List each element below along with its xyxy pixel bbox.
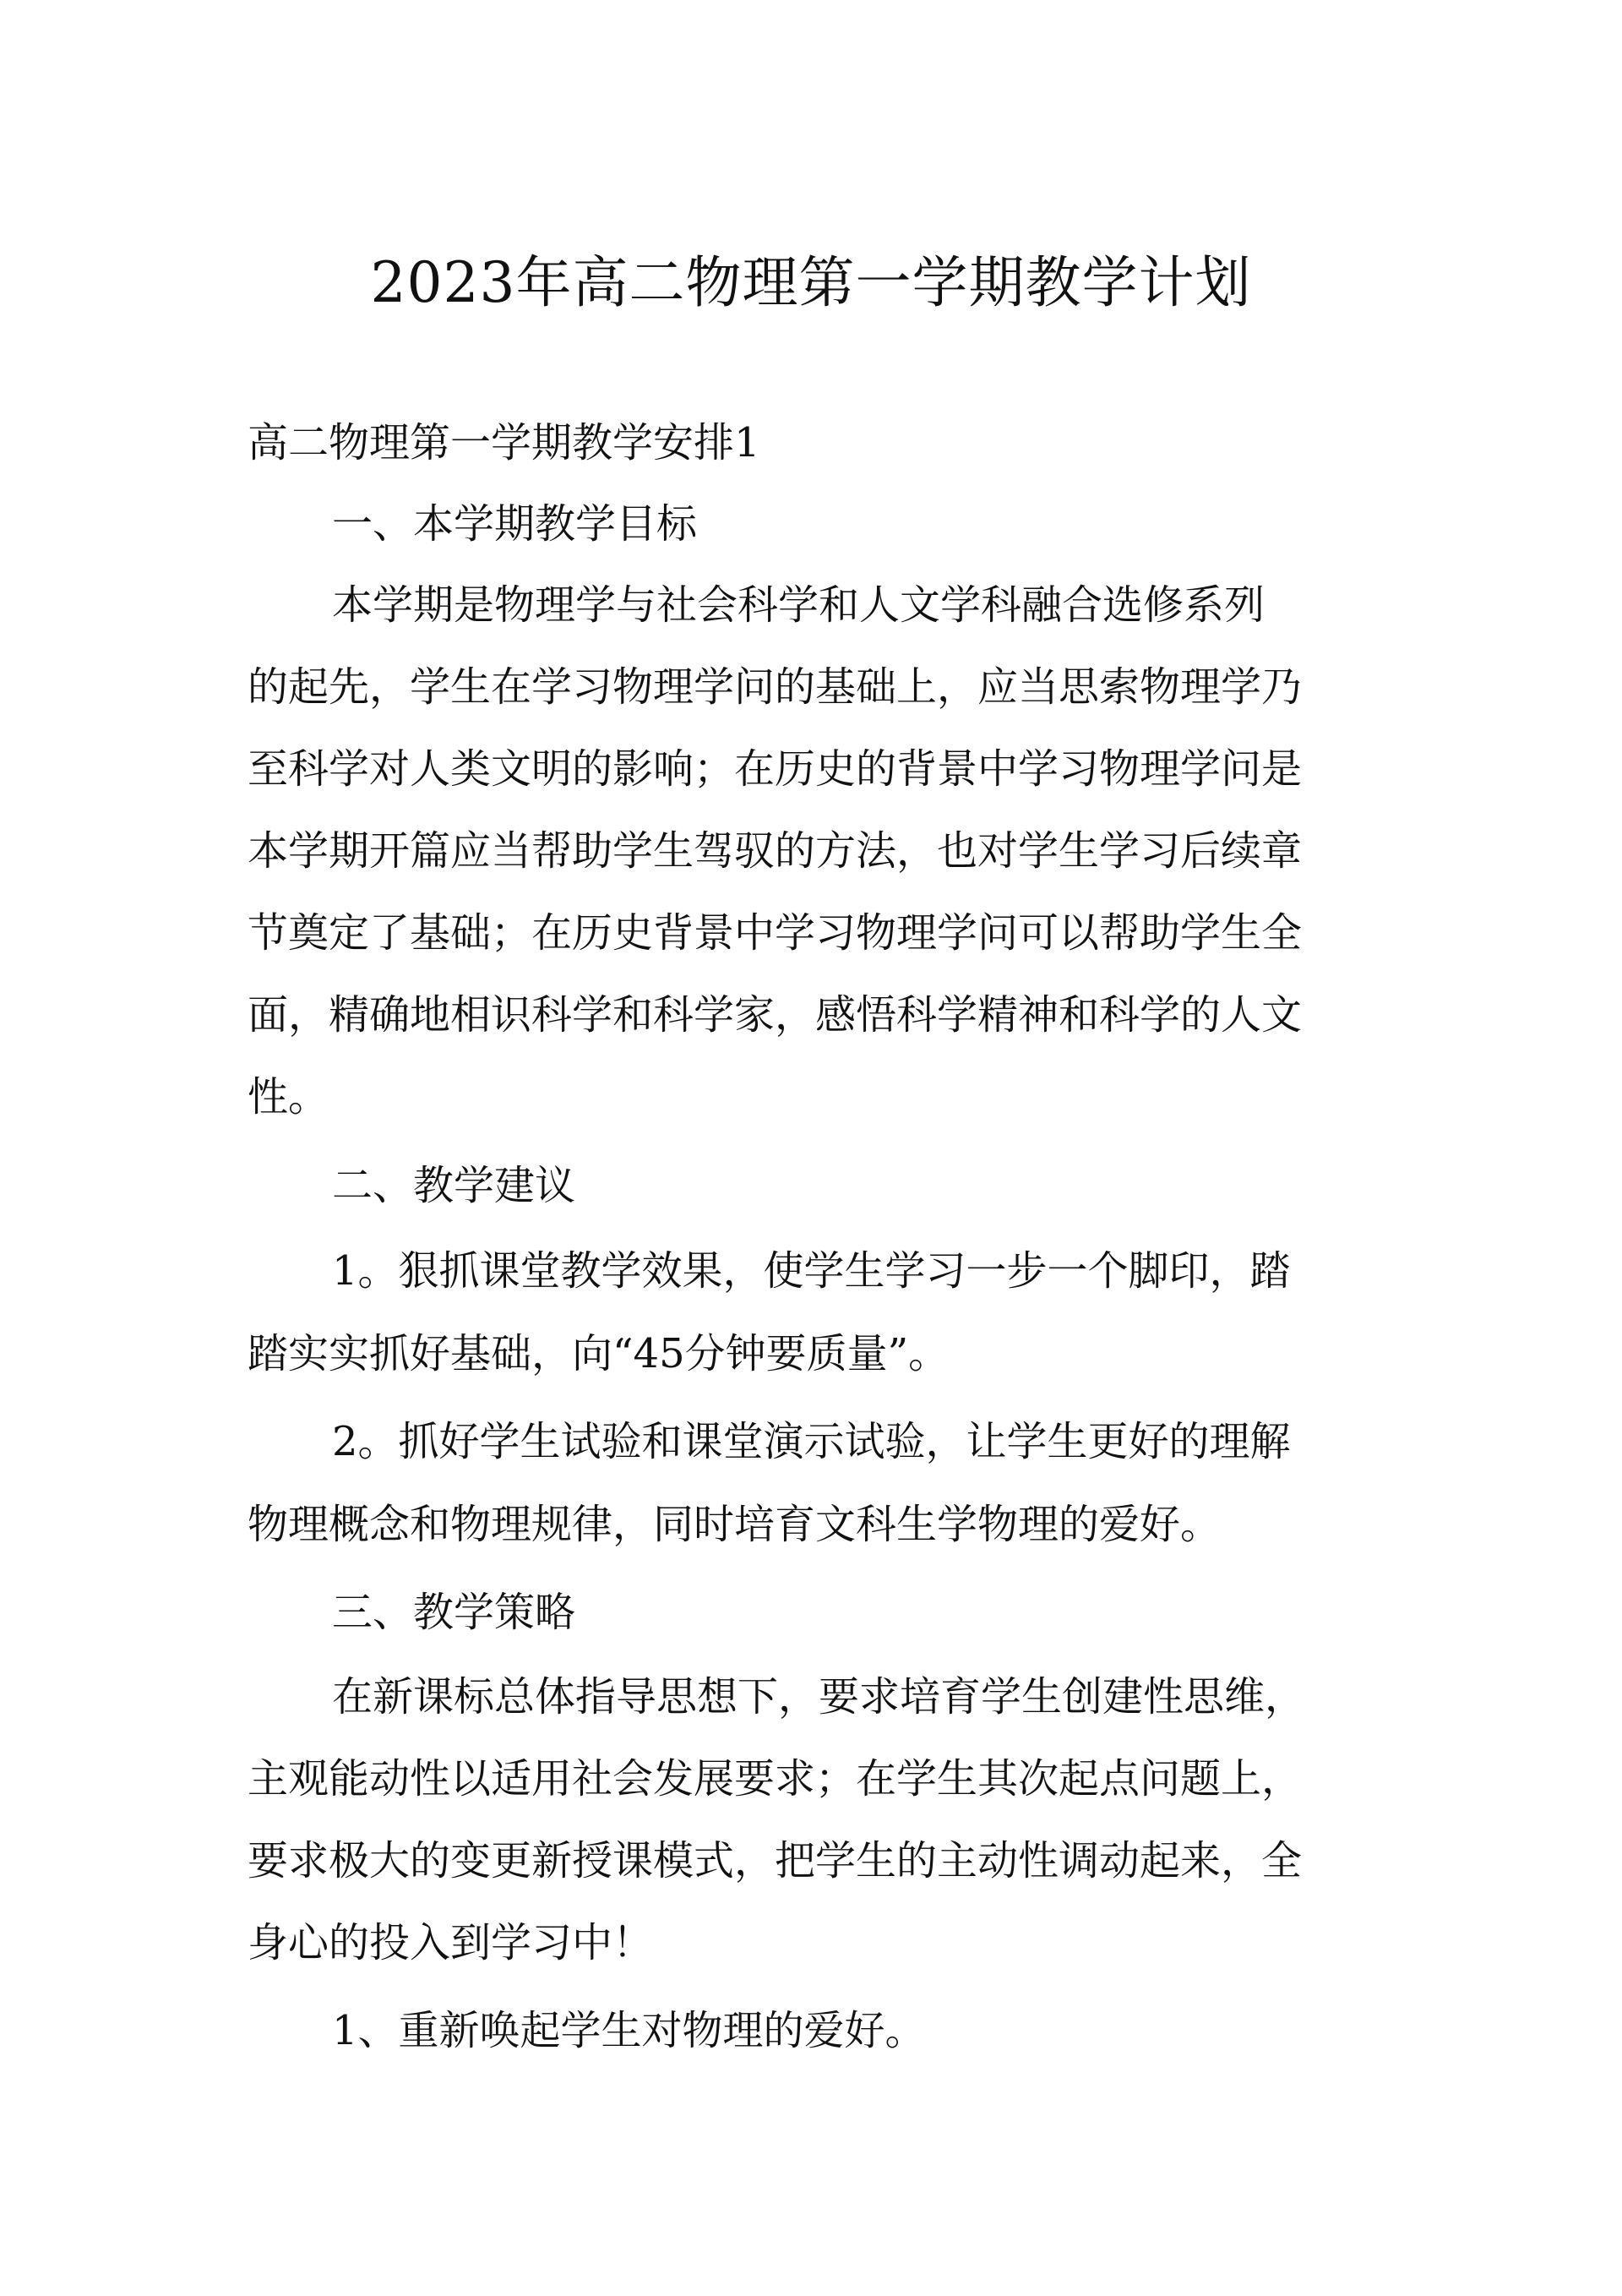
paragraph-line: 2。抓好学生试验和课堂演示试验，让学生更好的理解	[332, 1418, 1291, 1465]
paragraph-line: 1。狠抓课堂教学效果，使学生学习一步一个脚印，踏	[332, 1247, 1291, 1295]
subheading-strategy: 三、教学策略	[332, 1589, 576, 1636]
paragraph-line: 面，精确地相识科学和科学家，感悟科学精神和科学的人文	[248, 991, 1303, 1039]
paragraph-line: 身心的投入到学习中！	[248, 1919, 654, 1966]
paragraph-line: 性。	[248, 1073, 329, 1121]
paragraph-line: 本学期开篇应当帮助学生驾驭的方法，也对学生学习后续章	[248, 827, 1303, 875]
paragraph-line: 踏实实抓好基础，向“45分钟要质量”。	[248, 1330, 950, 1377]
paragraph-line: 要求极大的变更新授课模式，把学生的主动性调动起来，全	[248, 1837, 1303, 1884]
paragraph-line: 主观能动性以适用社会发展要求；在学生其次起点问题上，	[248, 1755, 1303, 1802]
paragraph-line: 本学期是物理学与社会科学和人文学科融合选修系列	[332, 581, 1265, 629]
subheading-goals: 一、本学期教学目标	[332, 500, 698, 548]
section-heading: 高二物理第一学期教学安排1	[248, 419, 760, 466]
paragraph-line: 1、重新唤起学生对物理的爱好。	[332, 2007, 926, 2054]
document-title: 2023年高二物理第一学期教学计划	[370, 250, 1252, 315]
paragraph-line: 节奠定了基础；在历史背景中学习物理学问可以帮助学生全	[248, 909, 1303, 957]
paragraph-line: 物理概念和物理规律，同时培育文科生学物理的爱好。	[248, 1501, 1222, 1548]
paragraph-line: 至科学对人类文明的影响；在历史的背景中学习物理学问是	[248, 745, 1303, 793]
paragraph-line: 的起先，学生在学习物理学问的基础上，应当思索物理学乃	[248, 663, 1303, 711]
paragraph-line: 在新课标总体指导思想下，要求培育学生创建性思维，	[332, 1673, 1306, 1721]
subheading-suggestions: 二、教学建议	[332, 1162, 576, 1209]
